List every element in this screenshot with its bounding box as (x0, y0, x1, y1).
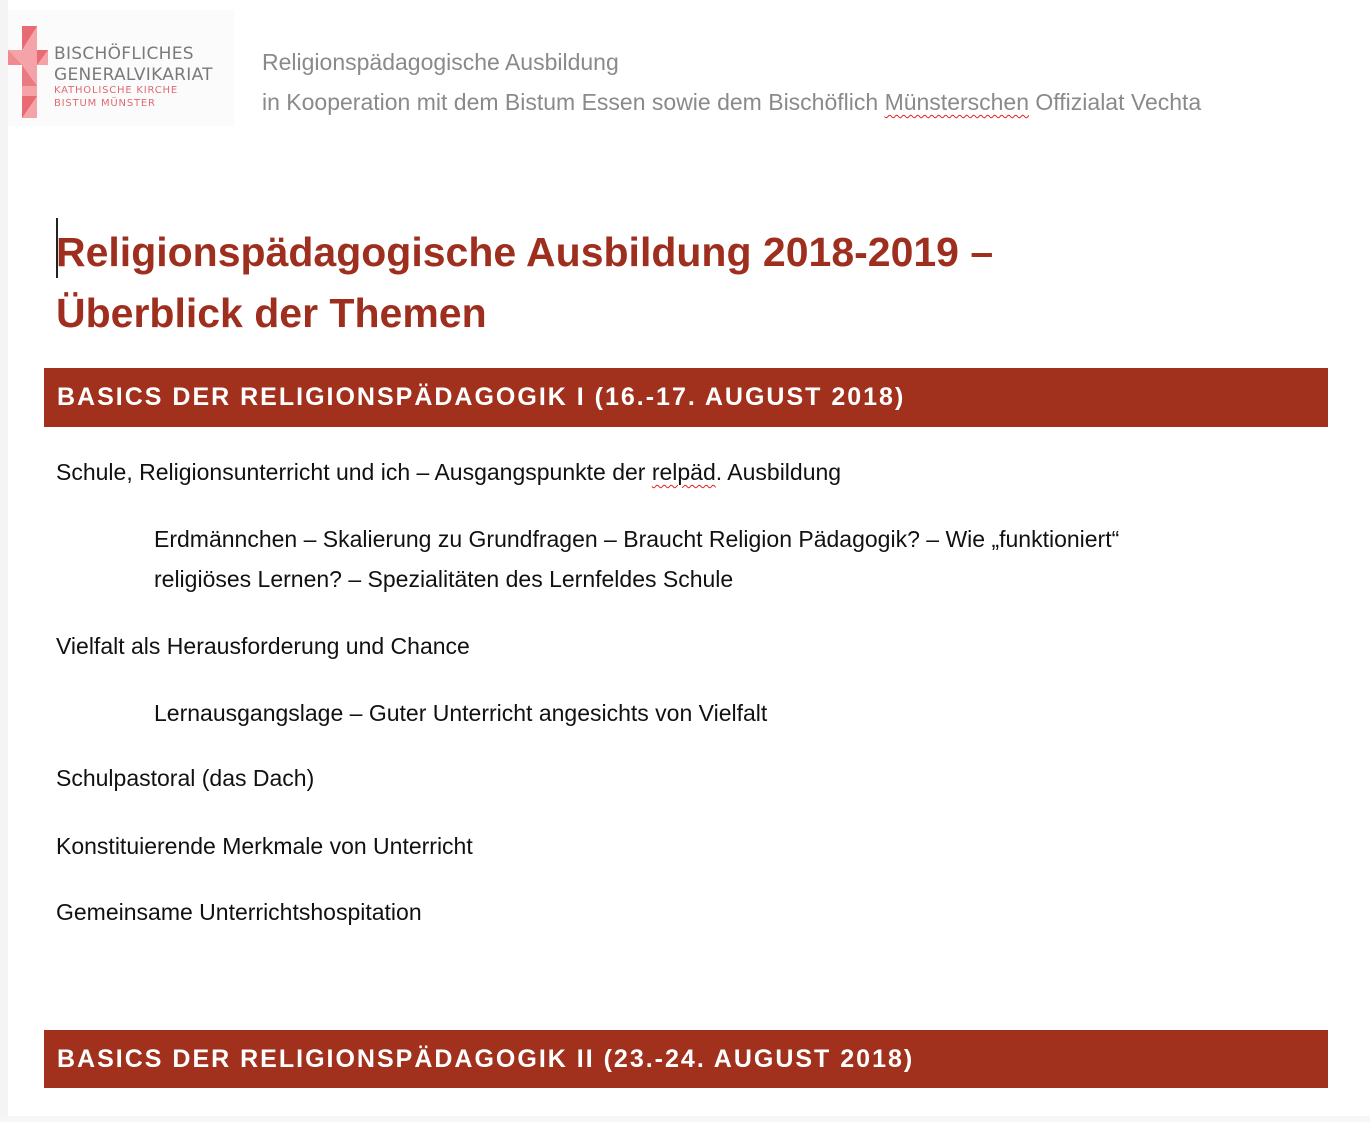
section-heading-basics-1[interactable]: BASICS DER RELIGIONSPÄDAGOGIK I (16.-17. AUGUST 2018) (44, 368, 1328, 427)
logo-text-line2: GENERALVIKARIAT (54, 65, 213, 85)
logo-text-line3: KATHOLISCHE KIRCHE (54, 85, 178, 96)
document-title-line2: Überblick der Themen (56, 290, 487, 336)
topic-item[interactable]: Konstituierende Merkmale von Unterricht (56, 833, 473, 859)
topic-text-part1: Schule, Religionsunterricht und ich – Ausgangspunkte der (56, 459, 652, 485)
section-heading-basics-2[interactable]: BASICS DER RELIGIONSPÄDAGOGIK II (23.-24. AUGUST 2018) (44, 1030, 1328, 1088)
page-left-edge (0, 0, 8, 1122)
document-title-line1: Religionspädagogische Ausbildung 2018-2019 – (56, 229, 994, 275)
topic-item[interactable]: Gemeinsame Unterrichtshospitation (56, 899, 422, 925)
logo-text-line4: BISTUM MÜNSTER (54, 98, 156, 109)
spellcheck-flagged-word[interactable]: Münsterschen (884, 89, 1030, 115)
header-subtitle-part2: Offizialat Vechta (1029, 89, 1202, 115)
cross-logo-icon (8, 26, 48, 118)
subtopic-line1: Erdmännchen – Skalierung zu Grundfragen – Braucht Religion Pädagogik? – Wie „funktioniert“ (154, 526, 1120, 552)
topic-item[interactable] (56, 459, 841, 486)
logo (8, 10, 234, 126)
subtopic-item[interactable]: Lernausgangslage – Guter Unterricht angesichts von Vielfalt (154, 700, 768, 726)
header-title: Religionspädagogische Ausbildung (262, 49, 619, 75)
header-subtitle (262, 89, 1201, 116)
subtopic-line2: religiöses Lernen? – Spezialitäten des Lernfeldes Schule (154, 566, 734, 592)
header-subtitle-part1: in Kooperation mit dem Bistum Essen sowie dem Bischöflich (262, 89, 885, 115)
page-bottom-edge (0, 1116, 1370, 1122)
topic-text-part2: . Ausbildung (715, 459, 842, 485)
topic-item[interactable]: Vielfalt als Herausforderung und Chance (56, 633, 470, 659)
spellcheck-flagged-word[interactable]: relpäd (651, 459, 716, 485)
subtopic-item[interactable] (154, 519, 1274, 599)
logo-text-line1: BISCHÖFLICHES (54, 44, 194, 64)
topic-item[interactable]: Schulpastoral (das Dach) (56, 765, 315, 791)
document-title[interactable] (56, 222, 993, 344)
